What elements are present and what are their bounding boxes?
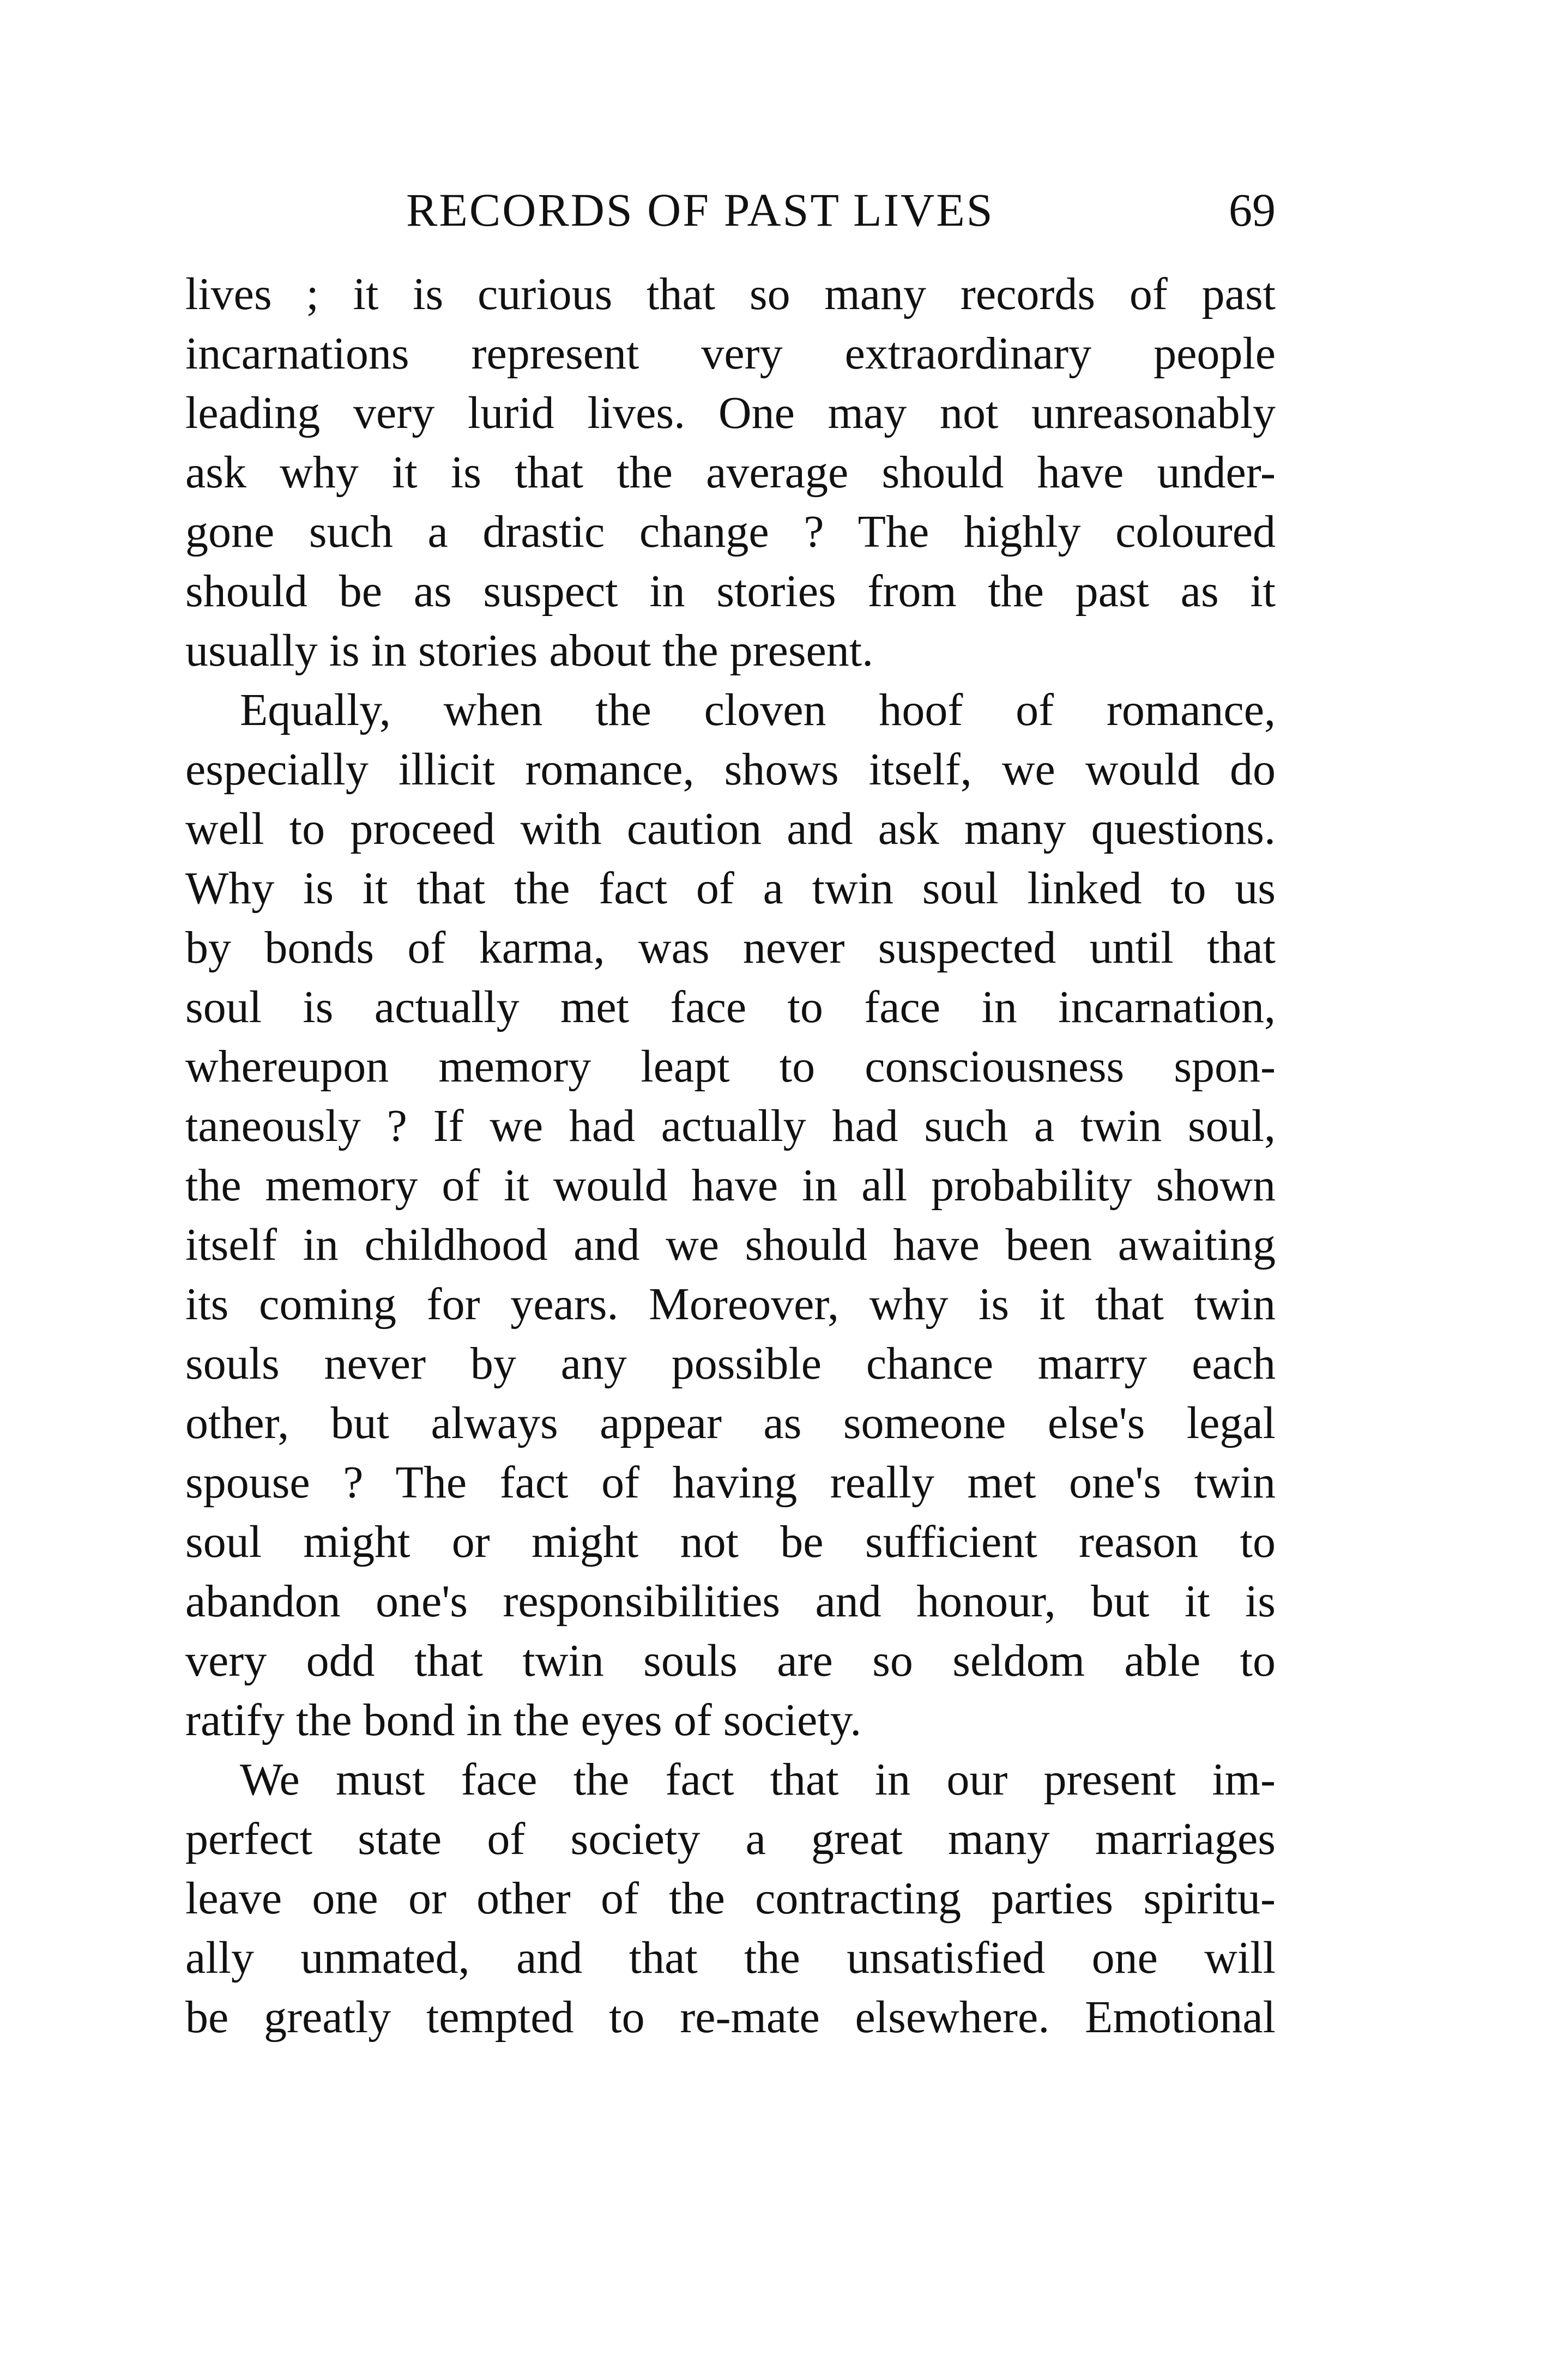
text-line: whereupon memory leapt to consciousness spon- xyxy=(185,1041,1276,1092)
body-text xyxy=(185,264,1276,2047)
text-line: itself in childhood and we should have been awaiting xyxy=(185,1219,1276,1270)
text-line: gone such a drastic change ? The highly coloured xyxy=(185,506,1276,557)
text-line: Why is it that the fact of a twin soul linked to us xyxy=(185,863,1276,914)
paragraph-first-line: Equally, when the cloven hoof of romance, xyxy=(240,685,1276,735)
text-line: incarnations represent very extraordinary people xyxy=(185,328,1276,379)
text-line: usually is in stories about the present. xyxy=(185,625,874,676)
text-line: ratify the bond in the eyes of society. xyxy=(185,1695,862,1745)
running-title: RECORDS OF PAST LIVES xyxy=(406,184,994,236)
text-line: be greatly tempted to re-mate elsewhere. Emotional xyxy=(185,1992,1276,2043)
page-number: 69 xyxy=(1229,184,1276,236)
text-line: the memory of it would have in all probability shown xyxy=(185,1160,1276,1211)
text-line: soul is actually met face to face in incarnation, xyxy=(185,982,1276,1032)
text-line: lives ; it is curious that so many records of past xyxy=(185,269,1276,319)
text-line: soul might or might not be sufficient reason to xyxy=(185,1517,1276,1567)
text-line: ally unmated, and that the unsatisfied one will xyxy=(185,1932,1276,1983)
text-line: by bonds of karma, was never suspected until that xyxy=(185,922,1276,973)
text-line: leading very lurid lives. One may not unreasonably xyxy=(185,388,1276,438)
text-line: taneously ? If we had actually had such a twin soul, xyxy=(185,1101,1276,1151)
text-line: well to proceed with caution and ask many questions. xyxy=(185,804,1276,854)
text-line: ask why it is that the average should have under- xyxy=(185,447,1276,498)
text-line: souls never by any possible chance marry each xyxy=(185,1338,1276,1389)
text-line: other, but always appear as someone else's legal xyxy=(185,1398,1276,1448)
text-line: perfect state of society a great many marriages xyxy=(185,1814,1276,1864)
text-line: abandon one's responsibilities and honour, but it is xyxy=(185,1576,1276,1627)
text-line: especially illicit romance, shows itself, we would do xyxy=(185,744,1276,795)
running-head xyxy=(185,180,1276,240)
text-line: leave one or other of the contracting parties spiritu- xyxy=(185,1873,1276,1924)
text-line: spouse ? The fact of having really met one's twin xyxy=(185,1457,1276,1508)
text-line: very odd that twin souls are so seldom able to xyxy=(185,1635,1276,1686)
text-line: should be as suspect in stories from the past as it xyxy=(185,566,1276,617)
paragraph-first-line: We must face the fact that in our present im- xyxy=(240,1754,1276,1805)
text-line: its coming for years. Moreover, why is it that twin xyxy=(185,1279,1276,1330)
